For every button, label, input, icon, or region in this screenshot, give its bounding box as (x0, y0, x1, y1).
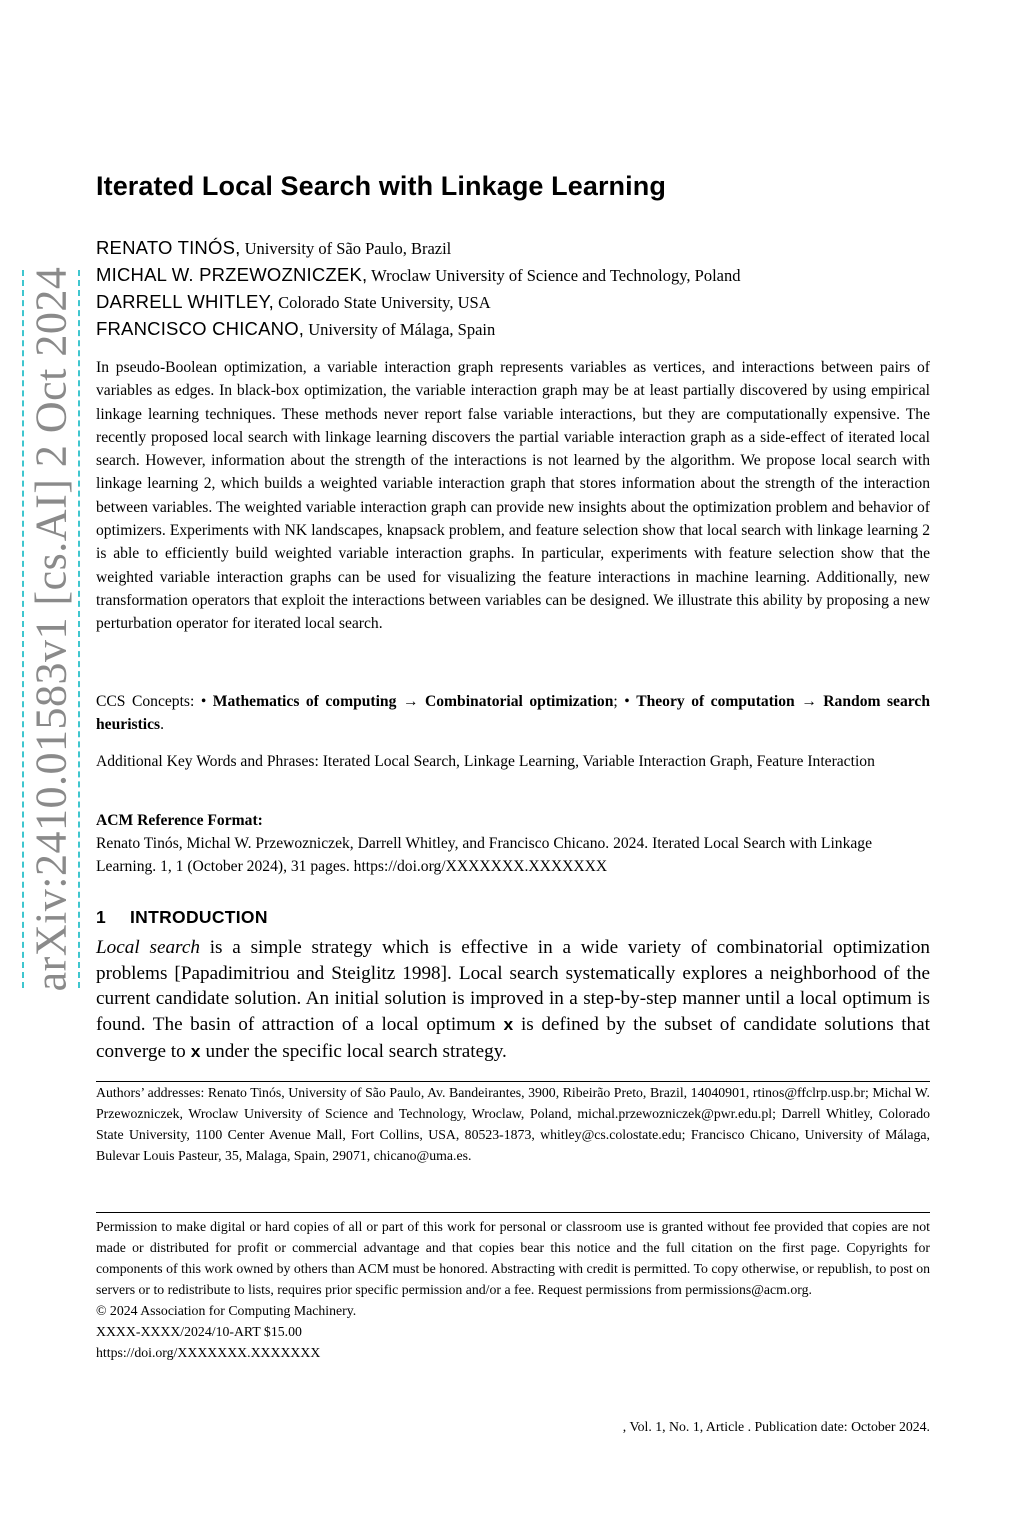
author-affiliation: University of São Paulo, Brazil (240, 239, 452, 258)
section-title: INTRODUCTION (130, 907, 268, 927)
issn-line: XXXX-XXXX/2024/10-ART $15.00 (96, 1324, 302, 1339)
math-var: x (503, 1016, 514, 1036)
author-affiliation: University of Málaga, Spain (304, 320, 496, 339)
author-name: RENATO TINÓS, (96, 237, 241, 258)
doi-line: https://doi.org/XXXXXXX.XXXXXXX (96, 1345, 321, 1360)
paper-title: Iterated Local Search with Linkage Learning (96, 171, 666, 201)
author-name: DARRELL WHITLEY, (96, 291, 274, 312)
ccs-concept: Mathematics of computing → Combinatorial optimization (212, 693, 614, 710)
acm-reference-heading: ACM Reference Format: (96, 812, 263, 829)
author-name: MICHAL W. PRZEWOZNICZEK, (96, 264, 368, 285)
intro-text: is defined by the subset of candidate solutions that converge to (96, 1013, 931, 1063)
author-entry (96, 235, 930, 262)
section-heading (96, 907, 268, 928)
ccs-end: . (160, 716, 165, 733)
author-entry (96, 316, 930, 343)
ccs-separator: ; • (613, 693, 637, 710)
author-name: FRANCISCO CHICANO, (96, 318, 305, 339)
intro-text: is a simple strategy which is effective in a wide variety of combinatorial optimization problems [Papadimitriou and Steiglitz 1998]. Local search systematically explores a neighborhood of the current candidate solution. An initial solution is improved in a step-by-step manner until a local optimum is found. The basin of attraction of a local optimum (96, 937, 931, 1035)
intro-term: Local search (96, 937, 200, 958)
author-entry (96, 289, 930, 316)
author-affiliation: Wroclaw University of Science and Technology, Poland (367, 266, 741, 285)
ccs-concept: Theory of computation → Random search heuristics (96, 693, 930, 733)
ccs-label: CCS Concepts: (96, 693, 201, 710)
author-addresses: Authors’ addresses: Renato Tinós, University of São Paulo, Av. Bandeirantes, 3900, Ribeirão Preto, Brazil, 14040901, rtinos@ffclrp.usp.br; Michal W. Przewozniczek, Wroclaw University of Science and Technology, Wroclaw, Poland, michal.przewozniczek@pwr.edu.pl; Darrell Whitley, Colorado State University, 1100 Center Avenue Mall, Fort Collins, USA, 80523-1873, whitley@cs.colostate.edu; Francisco Chicano, University of Málaga, Bulevar Louis Pasteur, 35, Malaga, Spain, 29071, chicano@uma.es. (96, 1085, 930, 1163)
math-var: x (190, 1044, 201, 1064)
permission-divider (96, 1212, 930, 1213)
page-footer: , Vol. 1, No. 1, Article . Publication date: October 2024. (622, 1419, 930, 1434)
permission-text: Permission to make digital or hard copies of all or part of this work for personal or classroom use is granted without fee provided that copies are not made or distributed for profit or commercial advantage and that copies bear this notice and the full citation on the first page. Copyrights for components of this work owned by others than ACM must be honored. Abstracting with credit is permitted. To copy otherwise, or republish, to post on servers or to redistribute to lists, requires prior specific permission and/or a fee. Request permissions from permissions@acm.org. (96, 1219, 930, 1297)
ccs-bullet: • (200, 693, 213, 710)
copyright-line: © 2024 Association for Computing Machinery. (96, 1303, 357, 1318)
introduction-paragraph (96, 935, 930, 1067)
abstract: In pseudo-Boolean optimization, a variable interaction graph represents variables as vertices, and interactions between pairs of variables as edges. In black-box optimization, the variable interaction graph may be at least partially discovered by using empirical linkage learning techniques. These methods never report false variable interactions, but they are computationally expensive. The recently proposed local search with linkage learning discovers the partial variable interaction graph as a side-effect of iterated local search. However, information about the strength of the interactions is not learned by the algorithm. We propose local search with linkage learning 2, which builds a weighted variable interaction graph that stores information about the strength of the interaction between variables. The weighted variable interaction graph can provide new insights about the optimization problem and behavior of optimizers. Experiments with NK landscapes, knapsack problem, and feature selection show that local search with linkage learning 2 is able to efficiently build weighted variable interaction graphs. In particular, experiments with feature selection show that the weighted variable interaction graphs can be used for visualizing the feature interactions in machine learning. Additionally, new transformation operators that exploit the interactions between variables can be designed. We illustrate this ability by proposing a new perturbation operator for iterated local search. (96, 359, 930, 633)
arxiv-stamp (22, 266, 80, 992)
acm-reference-text: Renato Tinós, Michal W. Przewozniczek, Darrell Whitley, and Francisco Chicano. 2024. Iterated Local Search with Linkage Learning. 1, 1 (October 2024), 31 pages. https://doi.org/XXXXXXX.XXXXXXX (96, 835, 873, 875)
acm-reference (96, 810, 930, 878)
author-affiliation: Colorado State University, USA (273, 293, 491, 312)
ccs-concepts (96, 690, 930, 736)
author-entry (96, 262, 930, 289)
keywords: Additional Key Words and Phrases: Iterated Local Search, Linkage Learning, Variable Interaction Graph, Feature Interaction (96, 753, 875, 770)
intro-text: under the specific local search strategy. (200, 1041, 507, 1063)
author-list (96, 235, 930, 343)
permission-notice (96, 1216, 930, 1363)
arxiv-stamp-text: arXiv:2410.01583v1 [cs.AI] 2 Oct 2024 (26, 266, 76, 992)
section-number: 1 (96, 907, 107, 927)
